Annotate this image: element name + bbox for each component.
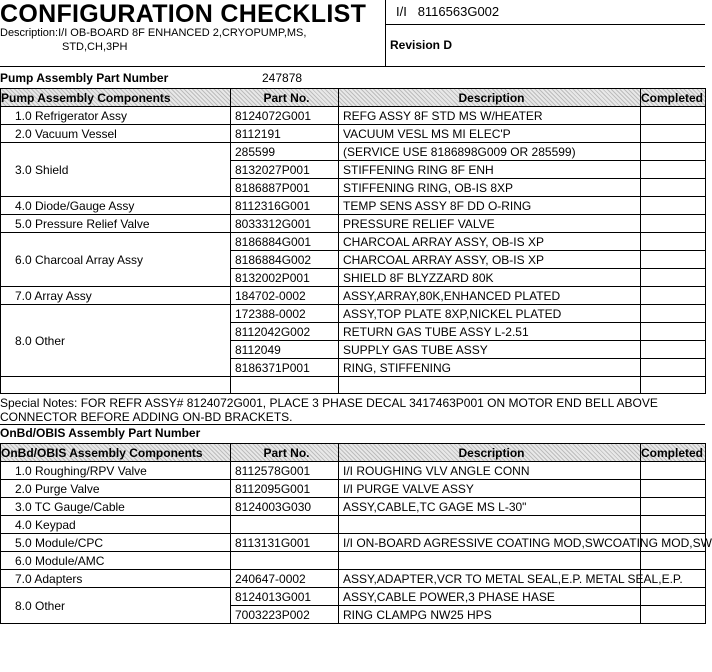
component-name: 5.0 Module/CPC: [1, 534, 231, 552]
col-part-no: Part No.: [231, 89, 339, 107]
part-description: I/I ROUGHING VLV ANGLE CONN: [339, 462, 641, 480]
part-number: 8112095G001: [231, 480, 339, 498]
ii-number: [396, 4, 499, 19]
component-name: 5.0 Pressure Relief Valve: [1, 215, 231, 233]
component-name: 1.0 Roughing/RPV Valve: [1, 462, 231, 480]
col-description: Description: [339, 444, 641, 462]
component-name: 1.0 Refrigerator Assy: [1, 107, 231, 125]
completed-cell[interactable]: [641, 233, 706, 251]
part-description: RING CLAMPG NW25 HPS: [339, 606, 641, 624]
part-number: 8124003G030: [231, 498, 339, 516]
completed-cell[interactable]: [641, 588, 706, 606]
table-row: [1, 480, 706, 498]
completed-cell[interactable]: [641, 125, 706, 143]
table-row: [1, 588, 706, 606]
col-completed: Completed: [641, 444, 706, 462]
part-number: 8186884G001: [231, 233, 339, 251]
part-number: 8186884G002: [231, 251, 339, 269]
onbd-assembly-label: OnBd/OBIS Assembly Part Number: [0, 426, 201, 440]
part-number: 8112042G002: [231, 323, 339, 341]
ii-label: I/I: [396, 4, 407, 19]
part-description: ASSY,CABLE,TC GAGE MS L-30": [339, 498, 641, 516]
component-name: 4.0 Keypad: [1, 516, 231, 534]
part-number: 8112191: [231, 125, 339, 143]
completed-cell[interactable]: [641, 215, 706, 233]
component-name: 7.0 Adapters: [1, 570, 231, 588]
col-description: Description: [339, 89, 641, 107]
part-number: 184702-0002: [231, 287, 339, 305]
part-description: I/I PURGE VALVE ASSY: [339, 480, 641, 498]
completed-cell[interactable]: [641, 516, 706, 534]
col-completed: Completed: [641, 89, 706, 107]
table-row: [1, 143, 706, 161]
completed-cell[interactable]: [641, 480, 706, 498]
part-number: [231, 516, 339, 534]
table-row: [1, 377, 706, 394]
component-name: 2.0 Vacuum Vessel: [1, 125, 231, 143]
component-name: 8.0 Other: [1, 305, 231, 377]
completed-cell[interactable]: [641, 323, 706, 341]
completed-cell[interactable]: [641, 552, 706, 570]
table-row: [1, 107, 706, 125]
header-bottom-rule: [0, 66, 705, 67]
part-description: ASSY,TOP PLATE 8XP,NICKEL PLATED: [339, 305, 641, 323]
completed-cell[interactable]: [641, 287, 706, 305]
part-description: CHARCOAL ARRAY ASSY, OB-IS XP: [339, 233, 641, 251]
completed-cell[interactable]: [641, 251, 706, 269]
part-number: 8124072G001: [231, 107, 339, 125]
empty-cell: [641, 377, 706, 394]
completed-cell[interactable]: [641, 606, 706, 624]
part-number: 8033312G001: [231, 215, 339, 233]
onbd-table-header: [1, 444, 706, 462]
completed-cell[interactable]: [641, 143, 706, 161]
col-part-no: Part No.: [231, 444, 339, 462]
table-row: [1, 570, 706, 588]
completed-cell[interactable]: [641, 107, 706, 125]
special-notes: [0, 396, 705, 424]
pump-assembly-label: Pump Assembly Part Number: [0, 71, 169, 85]
component-name: 6.0 Charcoal Array Assy: [1, 233, 231, 287]
component-name: 8.0 Other: [1, 588, 231, 624]
component-name: 3.0 TC Gauge/Cable: [1, 498, 231, 516]
part-description: RETURN GAS TUBE ASSY L-2.51: [339, 323, 641, 341]
special-notes-line-2: CONNECTOR BEFORE ADDING ON-BD BRACKETS.: [0, 410, 293, 424]
onbd-components-table: [0, 443, 712, 624]
table-row: [1, 516, 706, 534]
empty-cell: [1, 377, 231, 394]
col-pump-components: Pump Assembly Components: [1, 89, 231, 107]
table-row: [1, 552, 706, 570]
component-name: 2.0 Purge Valve: [1, 480, 231, 498]
part-number: 8124013G001: [231, 588, 339, 606]
pump-components-table: [0, 88, 706, 394]
page-title: CONFIGURATION CHECKLIST: [0, 0, 367, 28]
table-row: [1, 215, 706, 233]
empty-cell: [231, 377, 339, 394]
description-line-1: Description:I/I OB-BOARD 8F ENHANCED 2,CRYOPUMP,MS,: [0, 27, 307, 39]
part-number: 8112578G001: [231, 462, 339, 480]
part-description: RING, STIFFENING: [339, 359, 641, 377]
part-description: ASSY,ADAPTER,VCR TO METAL SEAL,E.P. METAL SEAL,E.P.: [339, 570, 641, 588]
completed-cell[interactable]: [641, 341, 706, 359]
completed-cell[interactable]: [641, 269, 706, 287]
part-number: [231, 552, 339, 570]
part-number: 285599: [231, 143, 339, 161]
table-row: [1, 305, 706, 323]
header-rule: [385, 24, 705, 25]
part-description: ASSY,ARRAY,80K,ENHANCED PLATED: [339, 287, 641, 305]
part-description: (SERVICE USE 8186898G009 OR 285599): [339, 143, 641, 161]
part-number: 8132027P001: [231, 161, 339, 179]
completed-cell[interactable]: [641, 359, 706, 377]
part-number: 8112316G001: [231, 197, 339, 215]
component-name: 6.0 Module/AMC: [1, 552, 231, 570]
completed-cell[interactable]: [641, 305, 706, 323]
part-description: VACUUM VESL MS MI ELEC'P: [339, 125, 641, 143]
component-name: 4.0 Diode/Gauge Assy: [1, 197, 231, 215]
part-number: 8186887P001: [231, 179, 339, 197]
part-description: TEMP SENS ASSY 8F DD O-RING: [339, 197, 641, 215]
table-row: [1, 197, 706, 215]
description-line-2: STD,CH,3PH: [62, 41, 128, 53]
description: [0, 26, 385, 54]
completed-cell[interactable]: [641, 161, 706, 179]
part-description: STIFFENING RING 8F ENH: [339, 161, 641, 179]
table-row: [1, 287, 706, 305]
part-number: 8186371P001: [231, 359, 339, 377]
table-row: [1, 462, 706, 480]
part-description: SHIELD 8F BLYZZARD 80K: [339, 269, 641, 287]
completed-cell[interactable]: [641, 462, 706, 480]
ii-value: 8116563G002: [417, 4, 500, 19]
pump-table-header: [1, 89, 706, 107]
notes-bottom-rule: [0, 424, 705, 425]
part-description: CHARCOAL ARRAY ASSY, OB-IS XP: [339, 251, 641, 269]
part-number: 8113131G001: [231, 534, 339, 552]
part-description: STIFFENING RING, OB-IS 8XP: [339, 179, 641, 197]
part-description: ASSY,CABLE POWER,3 PHASE HASE: [339, 588, 641, 606]
part-description: [339, 552, 641, 570]
component-name: 3.0 Shield: [1, 143, 231, 197]
part-description: PRESSURE RELIEF VALVE: [339, 215, 641, 233]
table-row: [1, 498, 706, 516]
table-row: [1, 125, 706, 143]
part-description: I/I ON-BOARD AGRESSIVE COATING MOD,SWCOATING MOD,SW: [339, 534, 641, 552]
table-row: [1, 233, 706, 251]
component-name: 7.0 Array Assy: [1, 287, 231, 305]
part-number: 240647-0002: [231, 570, 339, 588]
completed-cell[interactable]: [641, 498, 706, 516]
part-number: 8112049: [231, 341, 339, 359]
part-number: 8132002P001: [231, 269, 339, 287]
header-divider: [385, 0, 386, 66]
part-description: [339, 516, 641, 534]
table-row: [1, 534, 706, 552]
part-number: 7003223P002: [231, 606, 339, 624]
part-description: REFG ASSY 8F STD MS W/HEATER: [339, 107, 641, 125]
revision: Revision D: [390, 38, 453, 52]
part-number: 172388-0002: [231, 305, 339, 323]
completed-cell[interactable]: [641, 197, 706, 215]
pump-assembly-number: 247878: [262, 71, 303, 85]
special-notes-line-1: Special Notes: FOR REFR ASSY# 8124072G001, PLACE 3 PHASE DECAL 3417463P001 ON MOTOR END BELL ABOVE: [0, 396, 658, 410]
part-description: SUPPLY GAS TUBE ASSY: [339, 341, 641, 359]
completed-cell[interactable]: [641, 179, 706, 197]
empty-cell: [339, 377, 641, 394]
col-onbd-components: OnBd/OBIS Assembly Components: [1, 444, 231, 462]
